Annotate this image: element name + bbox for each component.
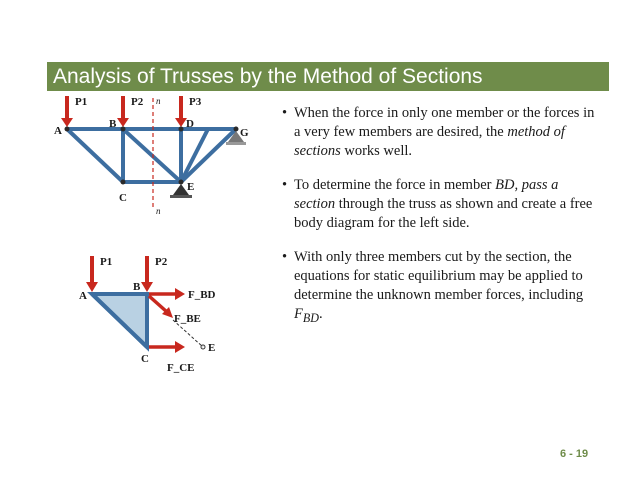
- bullet-item: [282, 176, 602, 233]
- bullet-subscript: BD: [302, 310, 319, 325]
- fbd-load-arrows: [86, 256, 153, 292]
- load-label-p1: P1: [75, 96, 88, 108]
- bullet-text: To determine the force in member: [294, 177, 496, 193]
- fbd-load-label-p2: P2: [155, 256, 168, 268]
- node-label-d: D: [186, 118, 194, 130]
- fbd-node-label-b: B: [133, 281, 141, 293]
- node-label-e: E: [187, 181, 195, 193]
- truss-diagram: [48, 92, 260, 220]
- slide-number: 6 - 19: [560, 448, 589, 460]
- bullet-dot: •: [282, 105, 288, 121]
- section-label-top: n: [156, 96, 161, 106]
- node-label-g: G: [240, 127, 249, 139]
- slide-title: Analysis of Trusses by the Method of Sections: [53, 65, 483, 88]
- force-label-fbe: F_BE: [174, 313, 201, 325]
- bullet-list: [282, 104, 602, 343]
- node-label-c: C: [119, 192, 127, 204]
- node-label-b: B: [109, 118, 117, 130]
- fbd-node-label-e: E: [208, 342, 216, 354]
- node-label-a: A: [54, 125, 62, 137]
- fbd-load-label-p1: P1: [100, 256, 113, 268]
- bullet-item: [282, 104, 602, 161]
- force-label-fce: F_CE: [167, 362, 195, 374]
- force-label-fbd: F_BD: [188, 289, 216, 301]
- bullet-text: When the force in only one member or the forces in a very few members are desired, the: [294, 105, 595, 140]
- bullet-text: .: [318, 306, 323, 322]
- bullet-dot: •: [282, 249, 288, 265]
- bullet-text: works well.: [340, 143, 413, 159]
- free-body-diagram: [75, 250, 235, 375]
- fbd-node-label-a: A: [79, 290, 87, 302]
- bullet-text: through the truss as shown and create a free body diagram for the left side.: [294, 196, 593, 231]
- bullet-emphasis: method of sections: [294, 124, 565, 159]
- bullet-dot: •: [282, 177, 288, 193]
- bullet-emphasis: BD, pass a section: [294, 177, 559, 212]
- title-bar: [47, 62, 609, 91]
- load-label-p2: P2: [131, 96, 144, 108]
- truss-members: [67, 129, 236, 182]
- bullet-item: [282, 248, 602, 328]
- load-label-p3: P3: [189, 96, 202, 108]
- bullet-text: With only three members cut by the section, the equations for static equilibrium may be applied to determine the unknown member forces, including: [294, 249, 584, 303]
- fbd-node-label-c: C: [141, 353, 149, 365]
- bullet-emphasis: F: [294, 306, 303, 322]
- section-label-bottom: n: [156, 206, 161, 216]
